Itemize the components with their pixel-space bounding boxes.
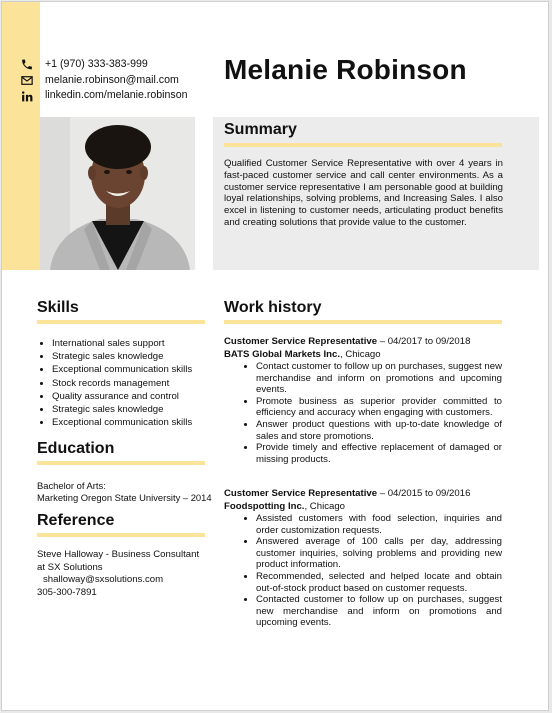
work-history-divider [224,320,502,324]
job-title-line [224,487,502,500]
list-item: • Provide timely and effective replacement of damaged or missing products. [256,442,502,465]
linkedin-url[interactable]: linkedin.com/melanie.robinson [45,89,188,101]
job-company: Foodspotting Inc. [224,501,305,512]
reference-phone: 305-300-7891 [37,586,97,598]
job-company-line [224,348,502,361]
reference-name: Steve Halloway - Business Consultant [37,549,200,560]
job-role: Customer Service Representative [224,336,378,347]
profile-photo [40,117,195,270]
phone-number: +1 (970) 333-383-999 [45,58,148,70]
job-entry [224,487,502,629]
list-item: • Answer product questions with up-to-date knowledge of sales and store promotions. [256,419,502,442]
education-school: Marketing Oregon State University – 2014 [37,491,212,503]
education-divider [37,461,205,465]
job-entry [224,335,502,465]
reference-details [37,549,199,599]
list-item: • Assisted customers with food selection, inquiries and order customization requests. [256,513,502,536]
phone-icon [20,58,34,71]
list-item: • Recommended, selected and helped locate and obtain out-of-stock product based on customer requests. [256,571,502,594]
list-item: • Contact customer to follow up on purchases, suggest new merchandise and inform on promotions and upcoming events. [256,361,502,396]
summary-text: Qualified Customer Service Representative with over 4 years in fast-paced customer service and call center environments. As a customer service representative I am personable good at building loyal relationships, solving problems, and Increasing Sales. I also excel in listening to customer needs, articulating product benefits and creating solutions that provide value to the customer. [224,158,503,228]
skills-list [37,337,192,429]
list-item: • Strategic sales knowledge [52,350,192,363]
list-item: • Quality assurance and control [52,390,192,403]
accent-sidebar-strip [2,2,40,270]
list-item: • Strategic sales knowledge [52,403,192,416]
candidate-name: Melanie Robinson [224,54,467,85]
resume-page [1,1,549,711]
job-location: , Chicago [304,501,345,512]
reference-email[interactable]: shalloway@sxsolutions.com [43,574,164,585]
list-item: • Exceptional communication skills [52,416,192,429]
reference-heading: Reference [37,512,115,529]
job-dates: – 04/2017 to 09/2018 [377,336,471,347]
summary-divider [224,143,502,147]
job-company: BATS Global Markets Inc. [224,349,341,360]
envelope-icon [20,74,34,87]
list-item: • Answered average of 100 calls per day, addressing customer inquiries, solving problems and providing new product information. [256,536,502,571]
job-role: Customer Service Representative [224,488,378,499]
reference-divider [37,533,205,537]
list-item: • Stock records management [52,377,192,390]
skills-heading: Skills [37,299,79,316]
summary-heading: Summary [224,121,297,138]
reference-company: at SX Solutions [37,561,103,573]
education-heading: Education [37,440,115,457]
job-location: , Chicago [340,349,381,360]
email-address[interactable]: melanie.robinson@mail.com [45,74,179,86]
job-dates: – 04/2015 to 09/2016 [377,488,471,499]
list-item: • Contacted customer to follow up on purchases, suggest new merchandise and inform on promotions and upcoming events. [256,594,502,629]
education-details [37,480,212,503]
job-title-line [224,335,502,348]
list-item: • International sales support [52,337,192,350]
list-item: • Promote business as superior provider committed to efficiency and accuracy when engaging with customers. [256,396,502,419]
job-duties [224,361,502,465]
job-company-line [224,500,502,513]
education-degree: Bachelor of Arts: [37,480,106,491]
skills-divider [37,320,205,324]
linkedin-icon [20,90,34,103]
job-duties [224,513,502,629]
list-item: • Exceptional communication skills [52,363,192,376]
work-history-heading: Work history [224,299,322,316]
